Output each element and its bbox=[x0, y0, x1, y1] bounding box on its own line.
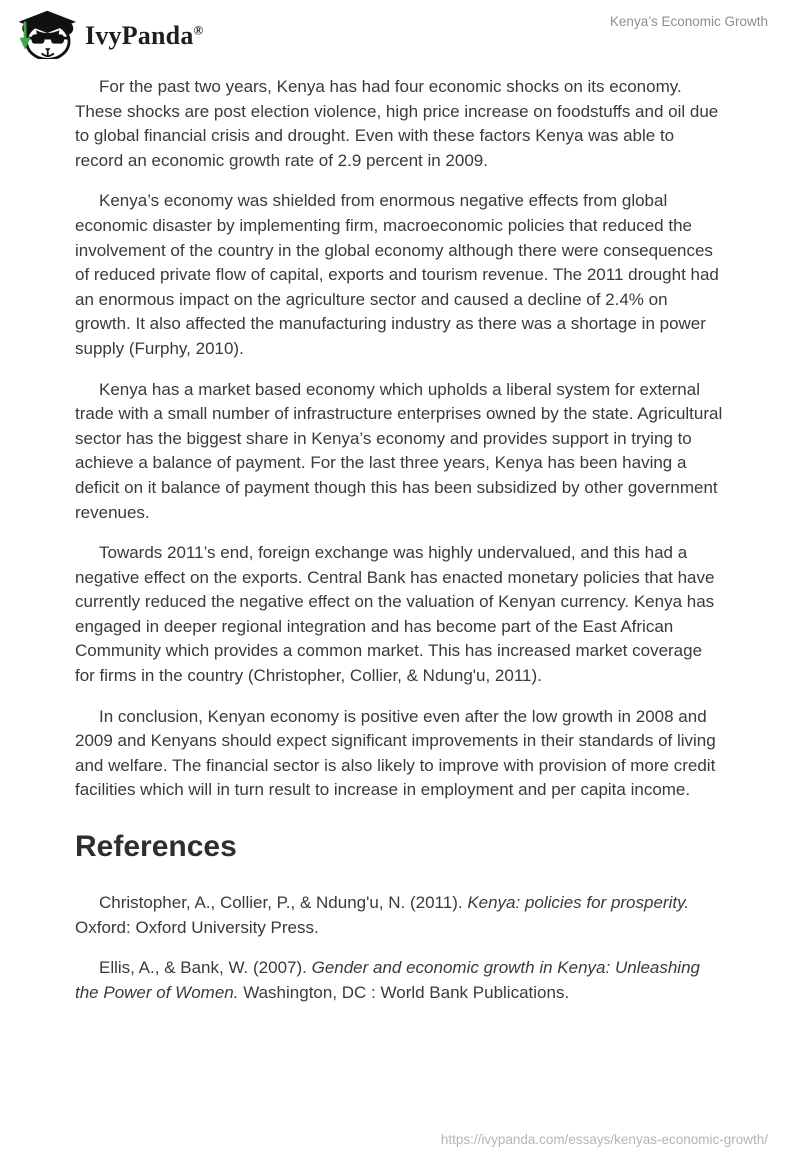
article-body bbox=[0, 61, 800, 1005]
reference-1-authors: Christopher, A., Collier, P., & Ndung'u, N. (2011). bbox=[99, 893, 468, 913]
brand-wordmark: IvyPanda bbox=[85, 21, 194, 50]
paragraph-4: Towards 2011’s end, foreign exchange was highly undervalued, and this had a negative effect on the exports. Central Bank has enacted monetary policies that have currently reduced the negative effect on the valuation of Kenyan currency. Kenya has engaged in deeper regional integration and has become part of the East African Community which provides a common market. This has increased market coverage for firms in the country (Christopher, Collier, & Ndung'u, 2011). bbox=[75, 543, 715, 686]
paragraph-2: Kenya’s economy was shielded from enormous negative effects from global economic disaster by implementing firm, macroeconomic policies that reduced the involvement of the country in the global economy although there were consequences of reduced private flow of capital, exports and tourism revenue. The 2011 drought had an enormous impact on the agriculture sector and caused a decline of 2.4% on growth. It also affected the manufacturing industry as there was a shortage in power supply (Furphy, 2010). bbox=[75, 191, 719, 358]
reference-entry-2 bbox=[75, 956, 725, 1005]
reference-1-title: Kenya: policies for prosperity. bbox=[467, 893, 690, 913]
reference-2-title: Gender and economic growth in Kenya: Unleashing the Power of Women. bbox=[75, 958, 700, 1002]
paragraph-1: For the past two years, Kenya has had four economic shocks on its economy. These shocks are post election violence, high price increase on foodstuffs and oil due to global financial crisis and drought. Even with these factors Kenya was able to record an economic growth rate of 2.9 percent in 2009. bbox=[75, 77, 719, 170]
page-header bbox=[0, 0, 800, 61]
page-title: Kenya’s Economic Growth bbox=[609, 14, 768, 29]
reference-1-publisher: Oxford: Oxford University Press. bbox=[75, 917, 319, 937]
reference-2-authors: Ellis, A., & Bank, W. (2007). bbox=[99, 958, 312, 978]
reference-2-publisher: Washington, DC : World Bank Publications. bbox=[238, 982, 570, 1002]
paragraph-3: Kenya has a market based economy which upholds a liberal system for external trade with a small number of infrastructure enterprises owned by the state. Agricultural sector has the biggest share in Kenya’s economy and provides support in trying to achieve a balance of payment. For the last three years, Kenya has been having a deficit on it balance of payment though this has been subsidized by other government revenues. bbox=[75, 379, 723, 522]
brand bbox=[13, 7, 203, 59]
reference-entry-1 bbox=[75, 891, 725, 940]
registered-trademark-symbol: ® bbox=[193, 22, 204, 38]
source-url: https://ivypanda.com/essays/kenyas-economic-growth/ bbox=[440, 1132, 768, 1147]
references-heading: References bbox=[75, 830, 237, 864]
brand-name bbox=[85, 17, 203, 49]
panda-graduate-icon bbox=[13, 7, 76, 59]
paragraph-5: In conclusion, Kenyan economy is positive even after the low growth in 2008 and 2009 and Kenyans should expect significant improvements in their standards of living and welfare. The financial sector is also likely to improve with provision of more credit facilities which will in turn result to increase in employment and per capita income. bbox=[75, 706, 716, 800]
